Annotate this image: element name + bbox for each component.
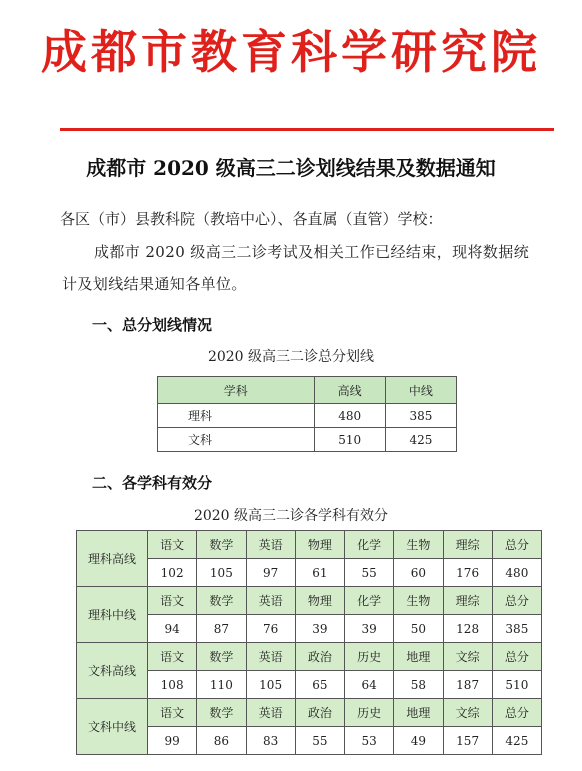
subject-cell: 理综 [443,531,492,559]
subject-cell: 历史 [345,699,394,727]
subject-cell: 化学 [345,531,394,559]
subject-cell: 物理 [295,587,344,615]
subject-cell: 数学 [197,699,246,727]
score-cell: 94 [148,615,197,643]
subject-cell: 数学 [197,531,246,559]
subject-cell: 英语 [246,531,295,559]
score-cell: 480 [492,559,541,587]
subject-cell: 数学 [197,587,246,615]
group-subject-row [77,699,542,727]
score-cell: 102 [148,559,197,587]
score-cell: 58 [394,671,443,699]
subject-cell: 物理 [295,531,344,559]
score-cell: 55 [295,727,344,755]
score-cell: 49 [394,727,443,755]
table-cell: 文科 [158,428,315,452]
score-cell: 61 [295,559,344,587]
subject-cell: 数学 [197,643,246,671]
header-cell: 高线 [314,377,385,404]
score-cell: 55 [345,559,394,587]
subject-score-table [76,530,542,755]
score-cell: 60 [394,559,443,587]
group-subject-row [77,587,542,615]
subject-cell: 总分 [492,531,541,559]
table-row [158,404,457,428]
body-paragraph: 成都市 2020 级高三二诊考试及相关工作已经结束，现将数据统计及划线结果通知各单位。 [62,243,530,293]
score-cell: 50 [394,615,443,643]
table-row [158,428,457,452]
score-cell: 53 [345,727,394,755]
masthead-title: 成都市教育科学研究院 [41,25,541,79]
score-cell: 425 [492,727,541,755]
score-cell: 76 [246,615,295,643]
score-cell: 97 [246,559,295,587]
score-cell: 105 [246,671,295,699]
table-header-row [158,377,457,404]
group-label: 理科中线 [77,587,148,643]
score-cell: 86 [197,727,246,755]
score-cell: 110 [197,671,246,699]
score-cell: 187 [443,671,492,699]
subject-cell: 理综 [443,587,492,615]
group-subject-row [77,531,542,559]
subject-cell: 语文 [148,699,197,727]
table-cell: 理科 [158,404,315,428]
score-cell: 385 [492,615,541,643]
header-cell: 中线 [385,377,456,404]
subject-cell: 政治 [295,643,344,671]
score-cell: 157 [443,727,492,755]
score-cell: 87 [197,615,246,643]
subject-cell: 总分 [492,587,541,615]
section2-heading: 二、各学科有效分 [92,474,213,492]
subject-cell: 地理 [394,643,443,671]
section1-caption: 2020 级高三二诊总分划线 [207,349,375,365]
total-score-table [157,376,457,452]
score-cell: 99 [148,727,197,755]
subject-cell: 英语 [246,643,295,671]
subject-cell: 总分 [492,643,541,671]
subject-cell: 生物 [394,587,443,615]
score-cell: 65 [295,671,344,699]
table-cell: 480 [314,404,385,428]
score-cell: 105 [197,559,246,587]
subject-cell: 地理 [394,699,443,727]
score-cell: 510 [492,671,541,699]
subject-cell: 文综 [443,643,492,671]
subject-cell: 语文 [148,643,197,671]
table-cell: 385 [385,404,456,428]
table-cell: 510 [314,428,385,452]
masthead-divider [60,128,554,131]
score-cell: 39 [345,615,394,643]
table-cell: 425 [385,428,456,452]
document-title: 成都市 2020 级高三二诊划线结果及数据通知 [86,156,496,180]
section2-caption: 2020 级高三二诊各学科有效分 [193,508,389,524]
group-label: 文科中线 [77,699,148,755]
score-cell: 176 [443,559,492,587]
section1-heading: 一、总分划线情况 [92,316,213,334]
subject-cell: 历史 [345,643,394,671]
group-label: 理科高线 [77,531,148,587]
group-label: 文科高线 [77,643,148,699]
subject-cell: 化学 [345,587,394,615]
subject-cell: 生物 [394,531,443,559]
subject-cell: 英语 [246,699,295,727]
score-cell: 128 [443,615,492,643]
score-cell: 83 [246,727,295,755]
subject-cell: 英语 [246,587,295,615]
group-subject-row [77,643,542,671]
subject-cell: 语文 [148,531,197,559]
salutation: 各区（市）县教科院（教培中心）、各直属（直管）学校： [60,210,443,228]
score-cell: 108 [148,671,197,699]
subject-cell: 文综 [443,699,492,727]
header-cell: 学科 [158,377,315,404]
subject-cell: 政治 [295,699,344,727]
subject-cell: 语文 [148,587,197,615]
score-cell: 39 [295,615,344,643]
subject-cell: 总分 [492,699,541,727]
score-cell: 64 [345,671,394,699]
